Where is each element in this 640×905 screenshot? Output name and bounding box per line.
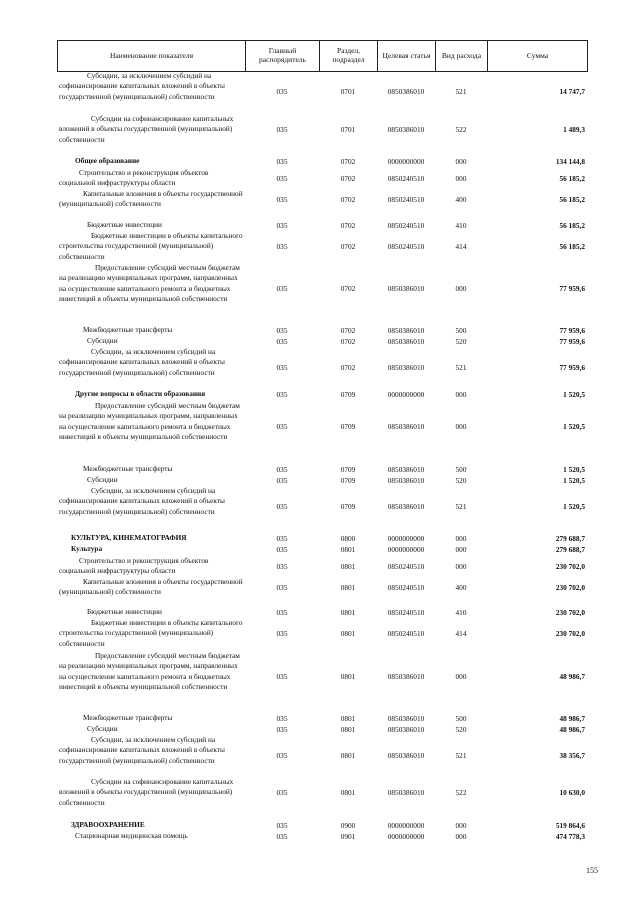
row-article: 0850386010 [387, 465, 425, 474]
row-ds: 035 [276, 87, 288, 96]
row-expense-type: 000 [455, 562, 467, 571]
table-row [57, 713, 587, 724]
row-ds: 035 [276, 125, 288, 134]
row-name: Предоставление субсидий местным бюджетам на реализацию муниципальных программ, направленных на осуществление капитального ремонта и бюджетных инвестиций в объекты муниципальной собственности [59, 263, 240, 304]
row-section: 0702 [340, 157, 356, 166]
table-row [57, 475, 587, 486]
row-sum: 56 185,2 [559, 221, 585, 230]
row-sum: 474 778,3 [555, 832, 585, 841]
row-name: КУЛЬТУРА, КИНЕМАТОГРАФИЯ [71, 533, 187, 542]
row-ds: 035 [276, 562, 288, 571]
row-expense-type: 521 [455, 363, 467, 372]
row-section: 0702 [340, 221, 356, 230]
row-section: 0702 [340, 363, 356, 372]
row-expense-type: 000 [455, 545, 467, 554]
table-header [57, 40, 588, 72]
row-expense-type: 410 [455, 608, 467, 617]
row-name: Субсидии [87, 336, 118, 345]
row-article: 0850386010 [387, 284, 425, 293]
row-name: Субсидии, за исключением субсидий на софинансирование капитальных вложений в объекты государственной (муниципальной) собственности [59, 347, 225, 377]
table-row [57, 577, 587, 598]
row-article: 0850240510 [387, 629, 425, 638]
table-row [57, 486, 587, 528]
row-name: ЗДРАВООХРАНЕНИЕ [71, 820, 145, 829]
row-ds: 035 [276, 465, 288, 474]
row-article: 0850240510 [387, 242, 425, 251]
row-sum: 279 688,7 [555, 534, 585, 543]
row-name: Субсидии [87, 475, 118, 484]
row-ds: 035 [276, 534, 288, 543]
row-name: Предоставление субсидий местным бюджетам на реализацию муниципальных программ, направленных на осуществление капитального ремонта и бюджетных инвестиций в объекты муниципальной собственности [59, 651, 240, 692]
row-ds: 035 [276, 242, 288, 251]
row-sum: 77 959,6 [559, 326, 585, 335]
row-article: 0000000000 [387, 821, 425, 830]
table-row [57, 777, 587, 809]
row-ds: 035 [276, 608, 288, 617]
table-row [57, 401, 587, 453]
table-row [57, 618, 587, 650]
row-name: Субсидии на софинансирование капитальных вложений в объекты государственной (муниципальной) собственности [59, 777, 234, 807]
row-sum: 230 702,0 [555, 562, 585, 571]
row-section: 0801 [340, 672, 356, 681]
row-name: Бюджетные инвестиции в объекты капитального строительства государственной (муниципальной) собственности [59, 231, 243, 261]
row-expense-type: 000 [455, 174, 467, 183]
row-section: 0800 [340, 534, 356, 543]
table-row [57, 464, 587, 475]
row-expense-type: 000 [455, 422, 467, 431]
row-name: Субсидии [87, 724, 118, 733]
row-name: Межбюджетные трансферты [83, 713, 173, 722]
row-name: Субсидии, за исключением субсидий на софинансирование капитальных вложений в объекты государственной (муниципальной) собственности [59, 71, 225, 101]
header-article: Целевая статья [378, 41, 436, 72]
row-section: 0702 [340, 284, 356, 293]
row-sum: 1 520,5 [563, 422, 585, 431]
row-sum: 48 986,7 [559, 714, 585, 723]
row-section: 0702 [340, 195, 356, 204]
row-section: 0801 [340, 629, 356, 638]
table-row [57, 114, 587, 146]
row-name: Капитальные вложения в объекты государственной (муниципальной) собственности [59, 189, 243, 209]
row-expense-type: 000 [455, 832, 467, 841]
row-section: 0702 [340, 242, 356, 251]
row-sum: 77 959,6 [559, 284, 585, 293]
row-ds: 035 [276, 476, 288, 485]
row-sum: 519 864,6 [555, 821, 585, 830]
table-row [57, 735, 587, 777]
row-ds: 035 [276, 725, 288, 734]
row-name: Стационарная медицинская помощь [75, 831, 188, 840]
row-sum: 230 702,0 [555, 583, 585, 592]
row-article: 0850240510 [387, 608, 425, 617]
row-article: 0850240510 [387, 221, 425, 230]
table-row [57, 263, 587, 315]
row-ds: 035 [276, 284, 288, 293]
table-row [57, 231, 587, 263]
row-expense-type: 520 [455, 476, 467, 485]
row-article: 0000000000 [387, 157, 425, 166]
row-expense-type: 410 [455, 221, 467, 230]
row-article: 0000000000 [387, 832, 425, 841]
row-article: 0850386010 [387, 725, 425, 734]
row-sum: 1 520,5 [563, 390, 585, 399]
row-name: Предоставление субсидий местным бюджетам на реализацию муниципальных программ, направленных на осуществление капитального ремонта и бюджетных инвестиций в объекты муниципальной собственности [59, 401, 240, 442]
row-ds: 035 [276, 195, 288, 204]
row-expense-type: 000 [455, 284, 467, 293]
row-section: 0701 [340, 87, 356, 96]
row-name: Другие вопросы в области образования [75, 389, 206, 398]
row-expense-type: 414 [455, 242, 467, 251]
row-section: 0801 [340, 583, 356, 592]
row-ds: 035 [276, 629, 288, 638]
row-section: 0900 [340, 821, 356, 830]
row-article: 0850386010 [387, 672, 425, 681]
table-row [57, 533, 587, 544]
row-article: 0850386010 [387, 502, 425, 511]
table-row [57, 556, 587, 577]
row-ds: 035 [276, 672, 288, 681]
row-article: 0850386010 [387, 87, 425, 96]
row-expense-type: 500 [455, 465, 467, 474]
row-sum: 230 702,0 [555, 608, 585, 617]
header-sum: Сумма [488, 41, 588, 72]
row-expense-type: 522 [455, 788, 467, 797]
row-article: 0000000000 [387, 545, 425, 554]
row-section: 0801 [340, 725, 356, 734]
row-article: 0850240510 [387, 583, 425, 592]
row-name: Культура [71, 544, 103, 553]
row-section: 0701 [340, 125, 356, 134]
row-name: Межбюджетные трансферты [83, 464, 173, 473]
table-row [57, 220, 587, 231]
row-section: 0702 [340, 337, 356, 346]
row-ds: 035 [276, 390, 288, 399]
row-expense-type: 000 [455, 157, 467, 166]
row-sum: 1 520,5 [563, 502, 585, 511]
row-name: Капитальные вложения в объекты государственной (муниципальной) собственности [59, 577, 243, 597]
row-expense-type: 521 [455, 87, 467, 96]
row-ds: 035 [276, 545, 288, 554]
table-row [57, 820, 587, 831]
row-expense-type: 521 [455, 751, 467, 760]
row-section: 0702 [340, 174, 356, 183]
row-ds: 035 [276, 157, 288, 166]
table-row [57, 336, 587, 347]
row-sum: 56 185,2 [559, 195, 585, 204]
header-section: Раздел, подраздел [320, 41, 378, 72]
table-row [57, 607, 587, 618]
row-expense-type: 000 [455, 672, 467, 681]
row-ds: 035 [276, 751, 288, 760]
row-ds: 035 [276, 832, 288, 841]
table-row [57, 325, 587, 336]
row-section: 0801 [340, 788, 356, 797]
row-ds: 035 [276, 422, 288, 431]
row-name: Межбюджетные трансферты [83, 325, 173, 334]
row-sum: 1 489,3 [563, 125, 585, 134]
row-expense-type: 400 [455, 195, 467, 204]
row-expense-type: 414 [455, 629, 467, 638]
table-row [57, 71, 587, 113]
row-name: Бюджетные инвестиции в объекты капитального строительства государственной (муниципальной) собственности [59, 618, 243, 648]
row-article: 0850386010 [387, 363, 425, 372]
row-sum: 56 185,2 [559, 174, 585, 183]
row-ds: 035 [276, 363, 288, 372]
table-row [57, 831, 587, 842]
row-section: 0709 [340, 390, 356, 399]
row-section: 0709 [340, 502, 356, 511]
row-name: Строительство и реконструкция объектов социальной инфраструктуры области [59, 168, 209, 188]
row-sum: 48 986,7 [559, 672, 585, 681]
row-sum: 77 959,6 [559, 363, 585, 372]
table-row [57, 189, 587, 210]
row-article: 0850386010 [387, 326, 425, 335]
row-article: 0850240510 [387, 195, 425, 204]
row-article: 0850240510 [387, 174, 425, 183]
table-row [57, 389, 587, 400]
row-ds: 035 [276, 788, 288, 797]
table-row [57, 156, 587, 167]
row-sum: 77 959,6 [559, 337, 585, 346]
row-ds: 035 [276, 174, 288, 183]
row-section: 0709 [340, 465, 356, 474]
table-row [57, 168, 587, 189]
page-number: 155 [586, 866, 598, 875]
row-article: 0850386010 [387, 476, 425, 485]
row-expense-type: 500 [455, 714, 467, 723]
row-name: Субсидии, за исключением субсидий на софинансирование капитальных вложений в объекты государственной (муниципальной) собственности [59, 486, 225, 516]
row-ds: 035 [276, 714, 288, 723]
row-expense-type: 500 [455, 326, 467, 335]
row-expense-type: 400 [455, 583, 467, 592]
row-article: 0850386010 [387, 751, 425, 760]
row-expense-type: 000 [455, 821, 467, 830]
row-section: 0709 [340, 422, 356, 431]
row-name: Общее образование [75, 156, 140, 165]
row-sum: 14 747,7 [559, 87, 585, 96]
row-section: 0801 [340, 562, 356, 571]
row-section: 0801 [340, 545, 356, 554]
row-sum: 134 144,8 [555, 157, 585, 166]
row-article: 0850386010 [387, 125, 425, 134]
row-sum: 10 630,0 [559, 788, 585, 797]
row-name: Бюджетные инвестиции [87, 607, 162, 616]
row-section: 0901 [340, 832, 356, 841]
table-row [57, 347, 587, 389]
row-article: 0850386010 [387, 714, 425, 723]
row-article: 0850240510 [387, 562, 425, 571]
row-article: 0000000000 [387, 390, 425, 399]
row-expense-type: 522 [455, 125, 467, 134]
row-ds: 035 [276, 221, 288, 230]
row-expense-type: 000 [455, 534, 467, 543]
row-sum: 279 688,7 [555, 545, 585, 554]
row-sum: 56 185,2 [559, 242, 585, 251]
row-sum: 1 520,5 [563, 465, 585, 474]
header-expense-type: Вид расхода [436, 41, 488, 72]
row-sum: 48 986,7 [559, 725, 585, 734]
row-article: 0850386010 [387, 422, 425, 431]
table-row [57, 651, 587, 703]
table-row [57, 724, 587, 735]
row-name: Бюджетные инвестиции [87, 220, 162, 229]
row-sum: 230 702,0 [555, 629, 585, 638]
header-name: Наименование показателя [58, 41, 246, 72]
row-name: Субсидии, за исключением субсидий на софинансирование капитальных вложений в объекты государственной (муниципальной) собственности [59, 735, 225, 765]
row-expense-type: 520 [455, 337, 467, 346]
row-ds: 035 [276, 583, 288, 592]
row-article: 0000000000 [387, 534, 425, 543]
row-section: 0702 [340, 326, 356, 335]
row-ds: 035 [276, 821, 288, 830]
table-row [57, 544, 587, 555]
row-ds: 035 [276, 502, 288, 511]
row-section: 0801 [340, 608, 356, 617]
row-expense-type: 521 [455, 502, 467, 511]
row-section: 0801 [340, 751, 356, 760]
row-article: 0850386010 [387, 337, 425, 346]
row-article: 0850386010 [387, 788, 425, 797]
header-ds: Главный распорядитель [246, 41, 320, 72]
row-expense-type: 000 [455, 390, 467, 399]
row-expense-type: 520 [455, 725, 467, 734]
row-name: Строительство и реконструкция объектов социальной инфраструктуры области [59, 556, 209, 576]
row-sum: 38 356,7 [559, 751, 585, 760]
row-sum: 1 520,5 [563, 476, 585, 485]
row-section: 0709 [340, 476, 356, 485]
row-ds: 035 [276, 337, 288, 346]
row-name: Субсидии на софинансирование капитальных вложений в объекты государственной (муниципальной) собственности [59, 114, 234, 144]
row-ds: 035 [276, 326, 288, 335]
row-section: 0801 [340, 714, 356, 723]
